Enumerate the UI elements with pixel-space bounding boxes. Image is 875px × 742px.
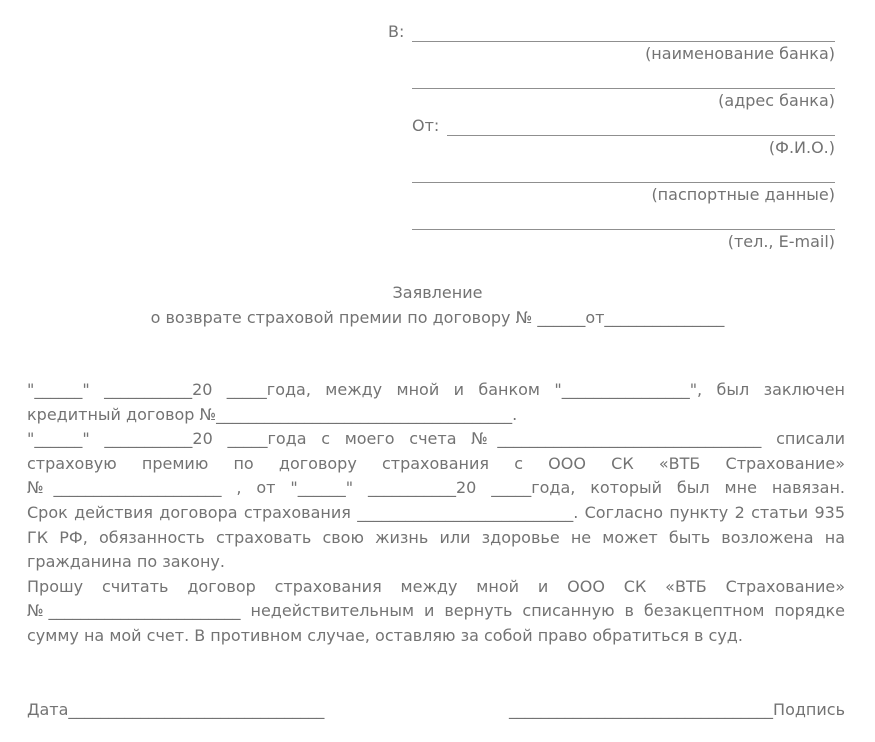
bank-name-line — [388, 18, 835, 42]
bank-address-field — [388, 65, 835, 112]
body-line: Прошу считать договор страхования между мной и ООО СК «ВТБ Страхование» — [27, 576, 845, 596]
contacts-blank-line — [412, 205, 835, 230]
body-line: "______" ___________20 _____года, между мной и банком "________________", был заключен — [27, 380, 845, 399]
body-line: сумму на мой счет. В противном случае, оставляю за собой право обратиться в суд. — [27, 625, 743, 645]
body-line: страховую премию по договору страхования с ООО СК «ВТБ Страхование» — [27, 453, 845, 473]
sender-name-blank-line — [447, 111, 835, 136]
addressee-block — [388, 18, 835, 253]
to-label: В: — [388, 22, 405, 41]
passport-blank-line — [412, 158, 835, 183]
sender-name-caption: (Ф.И.О.) — [768, 138, 835, 157]
bank-address-caption: (адрес банка) — [718, 91, 835, 110]
bank-address-blank-line — [412, 64, 835, 89]
contacts-line — [388, 206, 835, 230]
signature-field: _________________________________Подпись — [509, 700, 845, 719]
body-line: кредитный договор №_____________________________________. — [27, 404, 518, 424]
passport-caption: (паспортные данные) — [651, 185, 835, 204]
bank-address-line — [388, 65, 835, 89]
footer — [27, 700, 845, 719]
body-line: Срок действия договора страхования ___________________________. Согласно пункту 2 статьи 935 — [27, 502, 845, 522]
sender-name-line — [388, 112, 835, 136]
body-line: №________________________ недействительным и вернуть списанную в безакцептном порядке — [27, 601, 845, 621]
date-field: Дата________________________________ — [27, 700, 325, 719]
bank-name-field — [388, 18, 835, 65]
from-label: От: — [412, 116, 440, 135]
sender-name-field — [388, 112, 835, 159]
contacts-field — [388, 206, 835, 253]
title-block — [0, 280, 875, 330]
document-subtitle: о возврате страховой премии по договору № ______от_______________ — [150, 308, 725, 327]
body-line: ГК РФ, обязанность страховать свою жизнь или здоровье не может быть возложена на — [27, 527, 845, 547]
body-line: "______" ___________20 _____года с моего счета №_________________________________ списали — [27, 429, 845, 449]
body-line: №_____________________ , от "______" ___________20 _____года, который был мне навязан. — [27, 478, 845, 498]
passport-field — [388, 159, 835, 206]
bank-name-blank-line — [412, 17, 835, 42]
body-line: гражданина по закону. — [27, 552, 225, 572]
contacts-caption: (тел., E-mail) — [727, 232, 835, 251]
bank-name-caption: (наименование банка) — [645, 44, 835, 63]
document-title: Заявление — [392, 283, 483, 302]
body-text — [27, 378, 845, 649]
passport-line — [388, 159, 835, 183]
